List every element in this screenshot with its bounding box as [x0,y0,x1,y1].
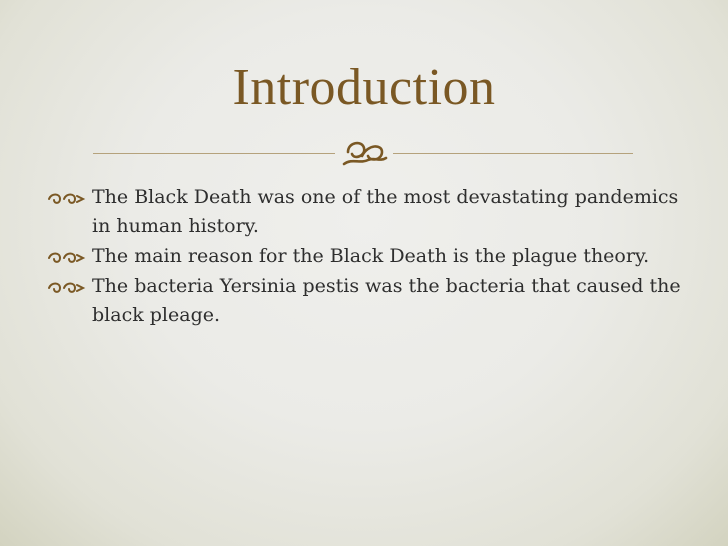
slide-title: Introduction [232,59,496,116]
bullet-text: The Black Death was one of the most devastating pandemics in human history. [92,186,679,237]
ornamental-bullet-icon [46,190,86,207]
title-rule-left [93,153,335,154]
ornamental-bullet-icon [46,249,86,266]
bullet-list [46,183,686,331]
title-rule-right [393,153,633,154]
list-item [46,242,686,271]
ornamental-bullet-icon [46,279,86,296]
bullet-text: The main reason for the Black Death is the plague theory. [92,245,650,267]
bullet-text: The bacteria Yersinia pestis was the bacteria that caused the black pleage. [92,275,681,326]
list-item [46,183,686,241]
ornamental-flourish-icon [338,134,390,170]
list-item [46,272,686,330]
